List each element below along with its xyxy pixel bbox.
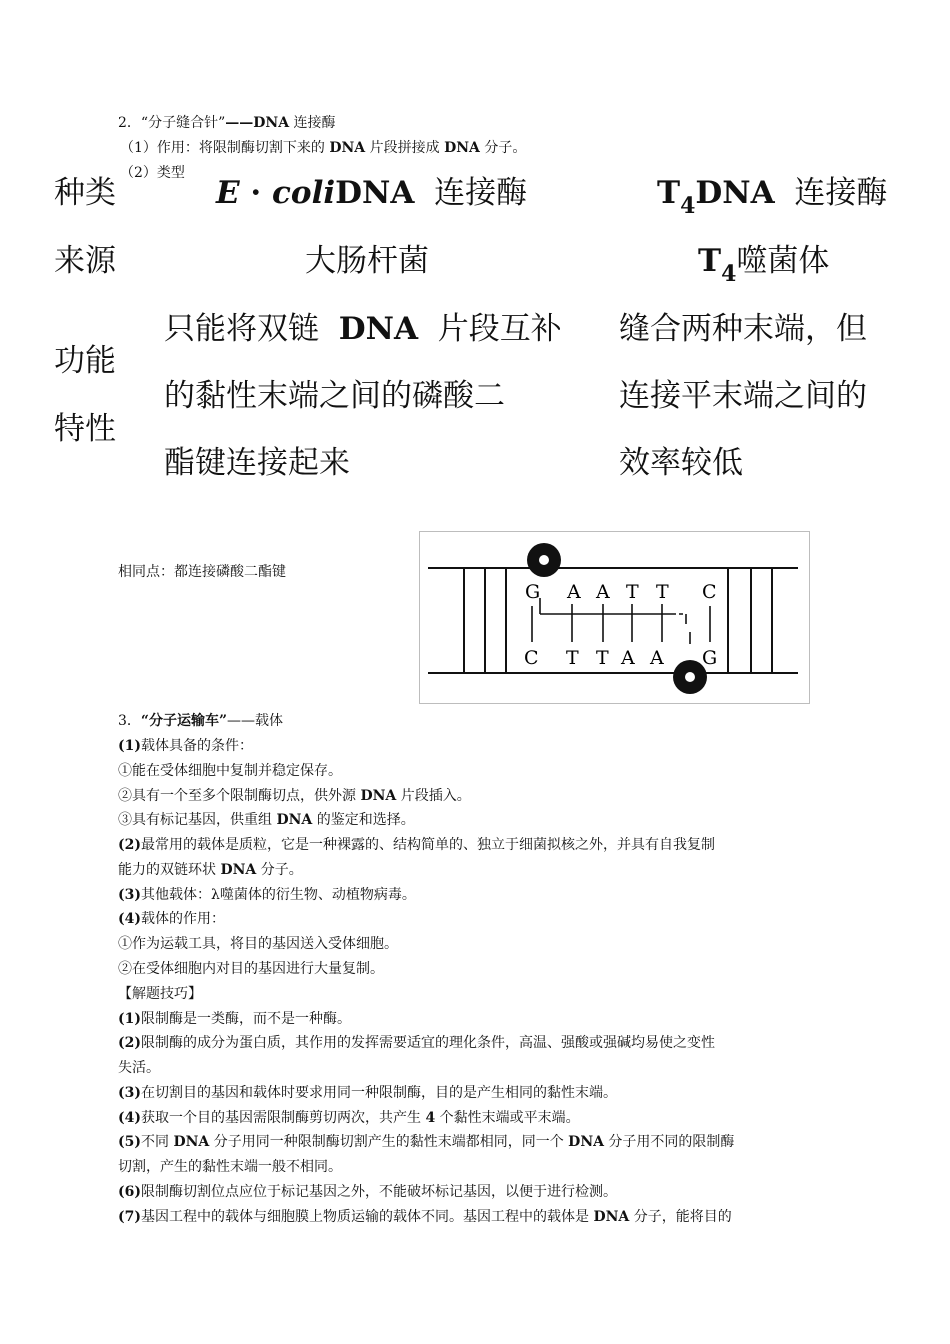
item-dna: DNA	[220, 862, 257, 878]
ecoli-function-line2: 的黏性末端之间的磷酸二	[164, 378, 505, 414]
item-text: 其他载体：λ噬菌体的衍生物、动植物病毒。	[141, 887, 416, 903]
t4-suffix: 连接酶	[794, 175, 888, 211]
section3-item3	[118, 886, 416, 904]
section3-item4	[118, 910, 225, 928]
tip-7	[118, 1208, 732, 1226]
item-text: 的鉴定和选择。	[312, 812, 415, 828]
t4-function-line3: 效率较低	[619, 445, 743, 481]
item-dna: DNA	[276, 812, 313, 828]
func-prefix: （1）作用：将限制酶切割下来的	[120, 140, 330, 156]
top-base: C	[702, 581, 717, 603]
item-text: 能力的双链环状	[118, 862, 221, 878]
section3-item4a: ①作为运载工具，将目的基因送入受体细胞。	[118, 936, 398, 952]
tip-number: (6)	[118, 1184, 141, 1200]
title-quoted: “分子运输车”	[140, 713, 228, 729]
title-quoted: “分子缝合针”	[140, 115, 226, 131]
ecoli-function-line1	[164, 311, 562, 347]
row-label-source: 来源	[54, 243, 116, 279]
tip-text: 限制酶切割位点应位于标记基因之外，不能破坏标记基因，以便于进行检测。	[141, 1184, 617, 1200]
tip-4	[118, 1109, 580, 1127]
tip-text: 个黏性末端或平末端。	[435, 1110, 580, 1126]
item-number: (3)	[118, 887, 141, 903]
dna-diagram	[420, 532, 809, 703]
item-dna: DNA	[360, 788, 397, 804]
tip-number: (5)	[118, 1134, 141, 1150]
func-dna: DNA	[444, 140, 480, 156]
section3-item1	[118, 737, 253, 755]
item-number: (1)	[118, 738, 141, 754]
ecoli-function-line3: 酯键连接起来	[164, 445, 350, 481]
item-number: (4)	[118, 911, 141, 927]
common-point: 相同点：都连接磷酸二酯键	[118, 564, 286, 580]
section3-item1a: ①能在受体细胞中复制并稳定保存。	[118, 763, 342, 779]
section2-title	[118, 114, 336, 132]
top-base: A	[567, 581, 581, 603]
tip-text: 分子用不同的限制酶	[603, 1134, 735, 1150]
title-suffix: 连接酶	[289, 115, 336, 131]
title-dash: ——	[225, 115, 254, 131]
source-t4	[698, 243, 829, 292]
section3-title	[118, 712, 283, 730]
func-dna: DNA	[338, 311, 418, 347]
ecoli-coli: coli	[272, 175, 336, 211]
tips-heading: 【解题技巧】	[118, 986, 202, 1002]
source-t4-suffix: 噬菌体	[736, 243, 830, 279]
title-number: 3．	[118, 713, 141, 729]
section3-item4b: ②在受体细胞内对目的基因进行大量复制。	[118, 961, 384, 977]
t4-t: T	[657, 175, 681, 211]
tip-dna: DNA	[593, 1209, 630, 1225]
section2-function	[120, 139, 526, 157]
t4-sub: 4	[680, 193, 696, 219]
row-label-function-1: 功能	[54, 343, 116, 379]
t4-function-line1: 缝合两种末端，但	[619, 311, 867, 347]
tip-1	[118, 1010, 351, 1028]
tip-text: 分子用同一种限制酶切割产生的黏性末端都相同，同一个	[209, 1134, 569, 1150]
tip-text: 不同	[141, 1134, 174, 1150]
section2-type-label: （2）类型	[120, 165, 185, 181]
t4-function-line2: 连接平末端之间的	[619, 378, 867, 414]
item-number: (2)	[118, 837, 141, 853]
title-suffix: ——载体	[227, 713, 284, 729]
tip-3	[118, 1084, 617, 1102]
source-ecoli: 大肠杆菌	[305, 243, 429, 279]
item-text: 载体的作用：	[141, 911, 225, 927]
tip-2-line1	[118, 1034, 715, 1052]
top-base: T	[656, 581, 669, 603]
tip-5-line2: 切割，产生的黏性末端一般不相同。	[118, 1159, 342, 1175]
top-base: G	[525, 581, 541, 603]
ecoli-dot: ·	[239, 175, 273, 211]
row-label-kind: 种类	[54, 175, 116, 211]
tip-number: (4)	[118, 1110, 141, 1126]
item-text: ②具有一个至多个限制酶切点，供外源	[118, 788, 361, 804]
section3-item2-line2	[118, 861, 303, 879]
bottom-base: A	[621, 647, 635, 669]
bottom-base: T	[566, 647, 579, 669]
title-dna: DNA	[253, 115, 290, 131]
tip-number: (2)	[118, 1035, 141, 1051]
func-text: 只能将双链	[164, 311, 319, 347]
tip-text: 限制酶的成分为蛋白质，其作用的发挥需要适宜的理化条件，高温、强酸或强碱均易使之变性	[141, 1035, 715, 1051]
ecoli-dna: DNA	[335, 175, 415, 211]
tip-5-line1	[118, 1133, 734, 1151]
bottom-base: A	[650, 647, 664, 669]
tip-text: 基因工程中的载体与细胞膜上物质运输的载体不同。基因工程中的载体是	[141, 1209, 594, 1225]
item-text: 分子。	[256, 862, 303, 878]
tip-number: (7)	[118, 1209, 141, 1225]
item-text: 载体具备的条件：	[141, 738, 253, 754]
tip-text: 分子，能将目的	[629, 1209, 732, 1225]
ecoli-ligase-name	[216, 175, 527, 211]
dna-ligation-figure	[419, 531, 810, 704]
item-text: 最常用的载体是质粒，它是一种裸露的、结构简单的、独立于细菌拟核之外，并具有自我复制	[141, 837, 715, 853]
top-base: T	[626, 581, 639, 603]
item-text: ③具有标记基因，供重组	[118, 812, 277, 828]
section3-item1b	[118, 787, 471, 805]
top-base: A	[596, 581, 610, 603]
t4-sub: 4	[721, 261, 737, 287]
func-text: 片段互补	[437, 311, 562, 347]
item-text: 片段插入。	[396, 788, 471, 804]
section3-item1c	[118, 811, 415, 829]
ecoli-suffix: 连接酶	[434, 175, 528, 211]
section3-item2-line1	[118, 836, 715, 854]
tip-text: 获取一个目的基因需限制酶剪切两次，共产生	[141, 1110, 426, 1126]
tip-text: 限制酶是一类酶，而不是一种酶。	[141, 1011, 351, 1027]
bottom-base: C	[524, 647, 539, 669]
tip-2-line2: 失活。	[118, 1060, 160, 1076]
tip-number: (1)	[118, 1011, 141, 1027]
ecoli-e: E	[216, 175, 240, 211]
t4-ligase-name	[657, 175, 887, 224]
title-number: 2．	[118, 115, 141, 131]
t4-t: T	[698, 243, 722, 279]
func-suffix: 分子。	[479, 140, 527, 156]
bottom-base: G	[702, 647, 718, 669]
tip-6	[118, 1183, 617, 1201]
ligase-circle-hole	[685, 672, 695, 682]
tip-number: (3)	[118, 1085, 141, 1101]
bottom-base: T	[596, 647, 609, 669]
tip-dna: DNA	[173, 1134, 210, 1150]
t4-dna: DNA	[695, 175, 775, 211]
row-label-function-2: 特性	[54, 411, 116, 447]
tip-text: 在切割目的基因和载体时要求用同一种限制酶，目的是产生相同的黏性末端。	[141, 1085, 617, 1101]
tip-dna: DNA	[568, 1134, 604, 1150]
ligase-circle-hole	[539, 555, 549, 565]
func-dna: DNA	[329, 140, 366, 156]
sticky-end-path	[532, 598, 710, 644]
tip-count: 4	[425, 1110, 436, 1126]
func-mid: 片段拼接成	[365, 140, 445, 156]
